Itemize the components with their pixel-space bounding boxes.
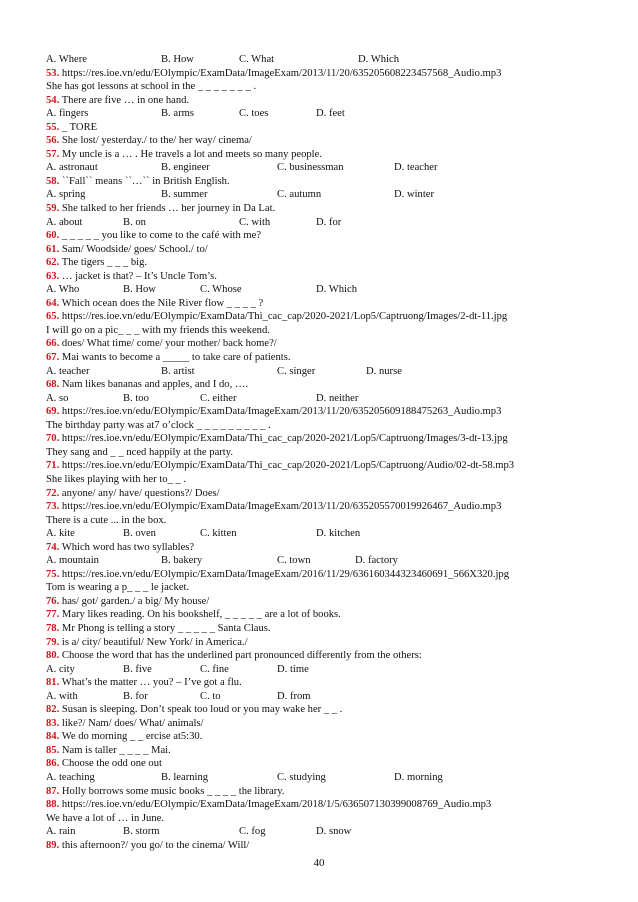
question-number: 55. <box>46 121 60 133</box>
question-text: https://res.ioe.vn/edu/EOlympic/ExamData/ImageExam/2013/11/20/635205608223457568_Audio.mp3 <box>59 67 502 79</box>
question-text: Which word has two syllables? <box>59 541 195 553</box>
option-c: C. Whose <box>200 284 242 296</box>
question-line <box>46 744 606 758</box>
worksheet-body <box>46 53 606 852</box>
question-line <box>46 148 606 162</box>
option-d: D. kitchen <box>316 528 361 540</box>
option-d: D. time <box>277 663 309 675</box>
question-line <box>46 94 606 108</box>
question-text: https://res.ioe.vn/edu/EOlympic/ExamData/ImageExam/2013/11/20/635205609188475263_Audio.mp3 <box>59 406 502 418</box>
answer-options <box>46 53 606 67</box>
option-d: D. winter <box>394 189 435 201</box>
option-b: B. learning <box>161 771 209 783</box>
question-line <box>46 839 606 853</box>
question-text: this afternoon?/ you go/ to the cinema/ Will/ <box>59 839 250 851</box>
option-a: A. mountain <box>46 555 99 567</box>
answer-options <box>46 771 606 785</box>
option-a: A. rain <box>46 826 76 838</box>
option-c: C. either <box>200 392 237 404</box>
question-number: 65. <box>46 311 60 323</box>
question-number: 76. <box>46 595 60 607</box>
option-c: C. fine <box>200 663 229 675</box>
question-number: 67. <box>46 352 60 364</box>
question-line <box>46 487 606 501</box>
question-text: Which ocean does the Nile River flow _ _ _ _ ? <box>59 297 264 309</box>
question-line <box>46 608 606 622</box>
option-a: A. with <box>46 690 78 702</box>
option-d: D. factory <box>355 555 398 567</box>
question-number: 77. <box>46 609 60 621</box>
question-number: 72. <box>46 487 60 499</box>
option-b: B. How <box>123 284 156 296</box>
question-text: Nam likes bananas and apples, and I do, …. <box>59 379 249 391</box>
question-number: 86. <box>46 758 60 770</box>
question-number: 60. <box>46 230 60 242</box>
question-number: 78. <box>46 622 60 634</box>
question-line <box>46 67 606 81</box>
question-text: Susan is sleeping. Don’t speak too loud or you may wake her _ _ . <box>59 704 343 716</box>
option-c: C. town <box>277 555 311 567</box>
question-text: https://res.ioe.vn/edu/EOlympic/ExamData/Thi_cac_cap/2020-2021/Lop5/Captruong/Audio/02-dt-58.mp3 <box>59 460 515 472</box>
question-number: 75. <box>46 568 60 580</box>
option-d: D. from <box>277 690 311 702</box>
option-c: C. with <box>239 216 271 228</box>
question-text: Sam/ Woodside/ goes/ School./ to/ <box>59 243 208 255</box>
option-d: D. Which <box>316 284 357 296</box>
question-line <box>46 798 606 812</box>
question-text: is a/ city/ beautiful/ New York/ in America./ <box>59 636 248 648</box>
answer-options <box>46 365 606 379</box>
option-b: B. bakery <box>161 555 203 567</box>
answer-options <box>46 527 606 541</box>
option-b: B. five <box>123 663 152 675</box>
question-line <box>46 541 606 555</box>
option-a: A. so <box>46 392 69 404</box>
question-number: 53. <box>46 67 60 79</box>
option-d: D. snow <box>316 826 352 838</box>
question-number: 54. <box>46 94 60 106</box>
question-number: 56. <box>46 135 60 147</box>
option-a: A. teaching <box>46 771 95 783</box>
question-number: 64. <box>46 297 60 309</box>
question-line <box>46 243 606 257</box>
question-text-line: We have a lot of … in June. <box>46 812 164 824</box>
page-number: 40 <box>313 857 325 869</box>
question-text: The tigers _ _ _ big. <box>59 257 148 269</box>
question-text-line: There is a cute ... in the box. <box>46 514 167 526</box>
option-d: D. for <box>316 216 342 228</box>
question-line <box>46 270 606 284</box>
question-number: 59. <box>46 203 60 215</box>
question-text-line: She likes playing with her to_ _ . <box>46 473 187 485</box>
question-line <box>46 649 606 663</box>
option-b: B. artist <box>161 365 195 377</box>
question-line <box>46 703 606 717</box>
question-number: 79. <box>46 636 60 648</box>
answer-options <box>46 161 606 175</box>
question-line <box>46 622 606 636</box>
question-number: 62. <box>46 257 60 269</box>
option-a: A. kite <box>46 528 75 540</box>
question-text: https://res.ioe.vn/edu/EOlympic/ExamData/ImageExam/2013/11/20/635205570019926467_Audio.mp3 <box>59 501 502 513</box>
option-a: A. teacher <box>46 365 90 377</box>
option-c: C. fog <box>239 826 266 838</box>
question-number: 70. <box>46 433 60 445</box>
question-line <box>46 121 606 135</box>
question-number: 83. <box>46 717 60 729</box>
question-line <box>46 229 606 243</box>
question-text: Mai wants to become a _____ to take care of patients. <box>59 352 291 364</box>
question-text: Holly borrows some music books _ _ _ _ the library. <box>59 785 285 797</box>
answer-options <box>46 554 606 568</box>
question-number: 73. <box>46 501 60 513</box>
question-number: 87. <box>46 785 60 797</box>
question-number: 63. <box>46 270 60 282</box>
option-b: B. How <box>161 54 194 65</box>
option-c: C. toes <box>239 108 269 120</box>
option-c: C. studying <box>277 771 326 783</box>
question-line <box>46 405 606 419</box>
question-line <box>46 636 606 650</box>
question-text: She talked to her friends … her journey in Da Lat. <box>59 203 276 215</box>
question-line <box>46 730 606 744</box>
question-text: Nam is taller _ _ _ _ Mai. <box>59 744 171 756</box>
option-a: A. city <box>46 663 75 675</box>
question-number: 82. <box>46 704 60 716</box>
question-line <box>46 134 606 148</box>
option-a: A. astronaut <box>46 162 98 174</box>
question-line <box>46 432 606 446</box>
question-text: Mr Phong is telling a story _ _ _ _ _ Santa Claus. <box>59 622 271 634</box>
option-b: B. storm <box>123 826 160 838</box>
question-number: 71. <box>46 460 60 472</box>
question-text: https://res.ioe.vn/edu/EOlympic/ExamData/Thi_cac_cap/2020-2021/Lop5/Captruong/Images/3-dt-13.jpg <box>59 433 508 445</box>
question-text: My uncle is a … . He travels a lot and meets so many people. <box>59 148 322 160</box>
question-text: like?/ Nam/ does/ What/ animals/ <box>59 717 204 729</box>
answer-options <box>46 188 606 202</box>
question-line <box>46 202 606 216</box>
question-number: 81. <box>46 677 60 689</box>
question-line <box>46 676 606 690</box>
question-text: https://res.ioe.vn/edu/EOlympic/ExamData/ImageExam/2016/11/29/636160344323460691_566X320.jpg <box>59 568 510 580</box>
question-number: 68. <box>46 379 60 391</box>
question-number: 88. <box>46 799 60 811</box>
option-b: B. oven <box>123 528 156 540</box>
question-text: anyone/ any/ have/ questions?/ Does/ <box>59 487 220 499</box>
question-line <box>46 568 606 582</box>
question-line <box>46 459 606 473</box>
question-text: Mary likes reading. On his bookshelf, _ _ _ _ _ are a lot of books. <box>59 609 341 621</box>
question-number: 89. <box>46 839 60 851</box>
option-a: A. Where <box>46 54 87 65</box>
option-b: B. arms <box>161 108 194 120</box>
question-line <box>46 500 606 514</box>
question-line <box>46 337 606 351</box>
answer-options <box>46 825 606 839</box>
option-d: D. teacher <box>394 162 438 174</box>
question-number: 58. <box>46 175 60 187</box>
question-number: 85. <box>46 744 60 756</box>
question-number: 61. <box>46 243 60 255</box>
option-c: C. autumn <box>277 189 322 201</box>
option-b: B. on <box>123 216 146 228</box>
option-a: A. about <box>46 216 83 228</box>
question-number: 84. <box>46 731 60 743</box>
option-d: D. Which <box>358 54 399 65</box>
answer-options <box>46 663 606 677</box>
option-a: A. fingers <box>46 108 89 120</box>
option-d: D. feet <box>316 108 345 120</box>
option-b: B. engineer <box>161 162 210 174</box>
question-line <box>46 378 606 392</box>
question-line <box>46 757 606 771</box>
option-a: A. spring <box>46 189 86 201</box>
question-text-line: Tom is wearing a p_ _ _ le jacket. <box>46 582 190 594</box>
option-d: D. morning <box>394 771 443 783</box>
question-line <box>46 785 606 799</box>
option-b: B. for <box>123 690 148 702</box>
answer-options <box>46 283 606 297</box>
question-text: Choose the odd one out <box>59 758 162 770</box>
question-line <box>46 595 606 609</box>
option-c: C. kitten <box>200 528 237 540</box>
option-b: B. summer <box>161 189 208 201</box>
option-d: D. neither <box>316 392 359 404</box>
question-text: We do morning _ _ ercise at5:30. <box>59 731 203 743</box>
question-line <box>46 310 606 324</box>
answer-options <box>46 392 606 406</box>
option-c: C. What <box>239 54 275 65</box>
question-number: 69. <box>46 406 60 418</box>
question-text: Choose the word that has the underlined part pronounced differently from the others: <box>59 650 422 662</box>
question-line <box>46 351 606 365</box>
question-text: She lost/ yesterday./ to the/ her way/ cinema/ <box>59 135 252 147</box>
option-d: D. nurse <box>366 365 402 377</box>
answer-options <box>46 216 606 230</box>
question-text: _ TORE <box>59 121 98 133</box>
answer-options <box>46 690 606 704</box>
question-text: There are five … in one hand. <box>59 94 190 106</box>
answer-options <box>46 107 606 121</box>
question-number: 57. <box>46 148 60 160</box>
question-text: has/ got/ garden./ a big/ My house/ <box>59 595 210 607</box>
question-text: _ _ _ _ _ you like to come to the café with me? <box>59 230 262 242</box>
question-number: 80. <box>46 650 60 662</box>
option-c: C. to <box>200 690 221 702</box>
question-text-line: She has got lessons at school in the _ _ _ _ _ _ _ . <box>46 81 257 93</box>
question-text: … jacket is that? – It’s Uncle Tom’s. <box>59 270 217 282</box>
question-number: 74. <box>46 541 60 553</box>
question-text: What’s the matter … you? – I’ve got a flu. <box>59 677 242 689</box>
option-a: A. Who <box>46 284 80 296</box>
question-text-line: I will go on a pic_ _ _ with my friends this weekend. <box>46 324 270 336</box>
question-line <box>46 256 606 270</box>
option-c: C. singer <box>277 365 316 377</box>
question-text: https://res.ioe.vn/edu/EOlympic/ExamData/ImageExam/2018/1/5/636507130399008769_Audio.mp3 <box>59 799 492 811</box>
question-line <box>46 717 606 731</box>
question-text: https://res.ioe.vn/edu/EOlympic/ExamData/Thi_cac_cap/2020-2021/Lop5/Captruong/Images/2-dt-11.jpg <box>59 311 508 323</box>
question-number: 66. <box>46 338 60 350</box>
option-c: C. businessman <box>277 162 344 174</box>
question-text: does/ What time/ come/ your mother/ back home?/ <box>59 338 277 350</box>
question-text-line: They sang and _ _ nced happily at the party. <box>46 446 233 458</box>
option-b: B. too <box>123 392 149 404</box>
question-line <box>46 175 606 189</box>
question-text-line: The birthday party was at7 o’clock _ _ _ _ _ _ _ _ _ . <box>46 419 271 431</box>
question-line <box>46 297 606 311</box>
question-text: ``Fall`` means ``…`` in British English. <box>59 175 230 187</box>
